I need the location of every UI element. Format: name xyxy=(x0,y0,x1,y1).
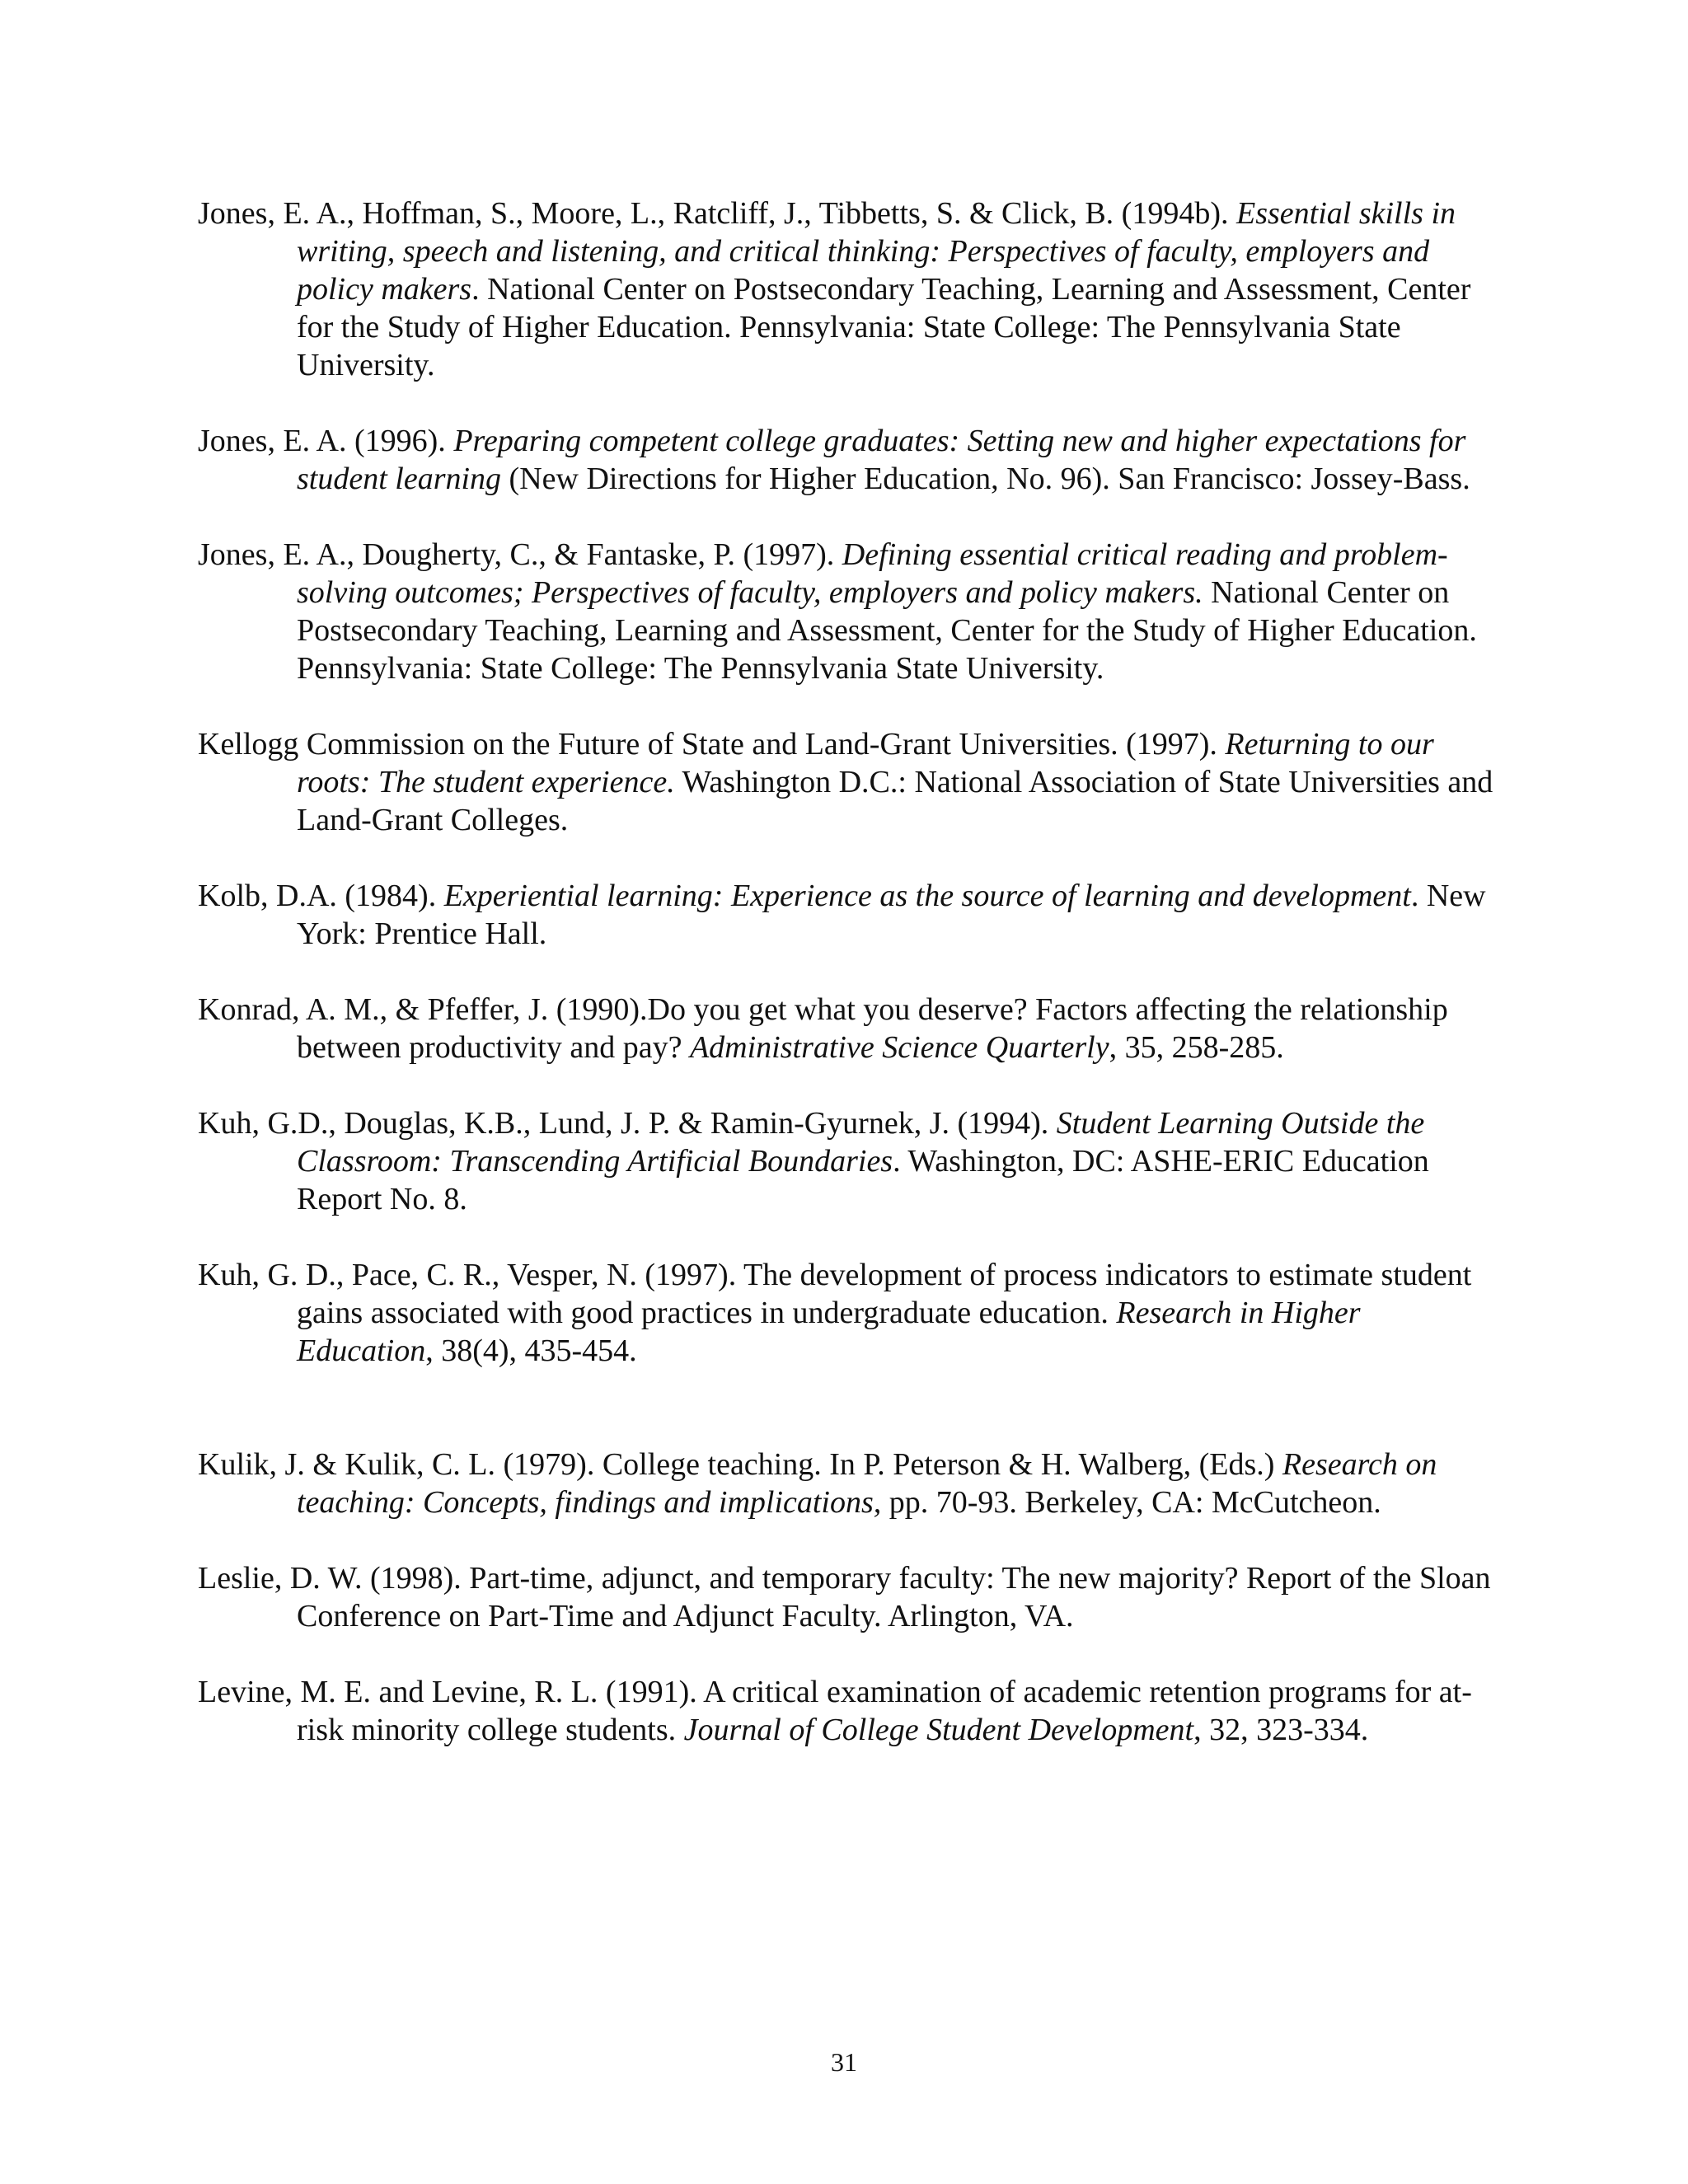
ref-text: Jones, E. A., Hoffman, S., Moore, L., Ratcliff, J., Tibbetts, S. & Click, B. (1994b). xyxy=(198,196,1236,231)
ref-text: Kolb, D.A. (1984). xyxy=(198,879,444,913)
ref-text: Leslie, D. W. (1998). Part-time, adjunct, and temporary faculty: The new majority? Report of the Sloan Conference on Part-Time and Adjunct Faculty. Arlington, VA. xyxy=(198,1561,1491,1633)
ref-title: Research in Higher Education xyxy=(297,1296,1361,1368)
ref-title: Experiential learning: Experience as the source of learning and development xyxy=(443,879,1411,913)
ref-title: Student Learning Outside the Classroom: Transcending Artificial Boundaries xyxy=(297,1106,1425,1179)
ref-title: Defining essential critical reading and problem-solving outcomes; Perspectives of faculty, employers and policy makers. xyxy=(297,537,1448,610)
ref-title: Research on teaching: Concepts, findings and implications, xyxy=(297,1447,1437,1520)
ref-text: , 38(4), 435-454. xyxy=(425,1333,637,1368)
reference-entry xyxy=(198,725,1500,839)
ref-text: Kellogg Commission on the Future of State and Land-Grant Universities. (1997). xyxy=(198,727,1226,762)
reference-entry xyxy=(198,1559,1500,1635)
ref-text: Levine, M. E. and Levine, R. L. (1991). A critical examination of academic retention programs for at-risk minority college students. xyxy=(198,1675,1472,1747)
ref-title: Returning to our roots: The student experience. xyxy=(297,727,1434,799)
ref-text: Konrad, A. M., & Pfeffer, J. (1990).Do you get what you deserve? Factors affecting the relationship between productivity and pay? xyxy=(198,992,1448,1065)
reference-entry xyxy=(198,194,1500,384)
ref-text: Jones, E. A. (1996). xyxy=(198,424,454,458)
ref-text: Kuh, G. D., Pace, C. R., Vesper, N. (1997). The development of process indicators to estimate student gains associated with good practices in undergraduate education. xyxy=(198,1258,1472,1330)
ref-title: Administrative Science Quarterly xyxy=(689,1030,1109,1065)
reference-entry xyxy=(198,422,1500,498)
ref-text: Washington D.C.: National Association of State Universities and Land-Grant Colleges. xyxy=(297,765,1493,837)
ref-text: (New Directions for Higher Education, No. 96). San Francisco: Jossey-Bass. xyxy=(501,462,1470,496)
reference-entry xyxy=(198,877,1500,953)
reference-entry xyxy=(198,1673,1500,1749)
ref-text: Kulik, J. & Kulik, C. L. (1979). College teaching. In P. Peterson & H. Walberg, (Eds.) xyxy=(198,1447,1282,1482)
ref-text: . National Center on Postsecondary Teaching, Learning and Assessment, Center for the Study of Higher Education. Pennsylvania: State College: The Pennsylvania State University. xyxy=(297,272,1471,382)
page-number: 31 xyxy=(831,2047,857,2077)
ref-text: pp. 70-93. Berkeley, CA: McCutcheon. xyxy=(881,1485,1381,1520)
reference-entry xyxy=(198,1446,1500,1521)
ref-title: Essential skills in writing, speech and listening, and critical thinking: Perspectives of faculty, employers and policy makers xyxy=(297,196,1456,307)
ref-text: National Center on Postsecondary Teaching, Learning and Assessment, Center for the Study of Higher Education. Pennsylvania: State College: The Pennsylvania State University. xyxy=(297,575,1477,686)
ref-text: Jones, E. A., Dougherty, C., & Fantaske, P. (1997). xyxy=(198,537,842,572)
ref-text: Kuh, G.D., Douglas, K.B., Lund, J. P. & Ramin-Gyurnek, J. (1994). xyxy=(198,1106,1057,1141)
reference-entry xyxy=(198,536,1500,687)
ref-text: . New York: Prentice Hall. xyxy=(297,879,1486,951)
reference-entry xyxy=(198,991,1500,1066)
ref-title: Journal of College Student Development xyxy=(683,1713,1194,1747)
ref-text: , 35, 258-285. xyxy=(1109,1030,1284,1065)
ref-text: . Washington, DC: ASHE-ERIC Education Report No. 8. xyxy=(297,1144,1429,1216)
ref-text: , 32, 323-334. xyxy=(1193,1713,1369,1747)
reference-entry xyxy=(198,1256,1500,1370)
reference-list xyxy=(198,194,1500,1787)
ref-title: Preparing competent college graduates: Setting new and higher expectations for student learning xyxy=(297,424,1466,496)
reference-entry xyxy=(198,1104,1500,1218)
